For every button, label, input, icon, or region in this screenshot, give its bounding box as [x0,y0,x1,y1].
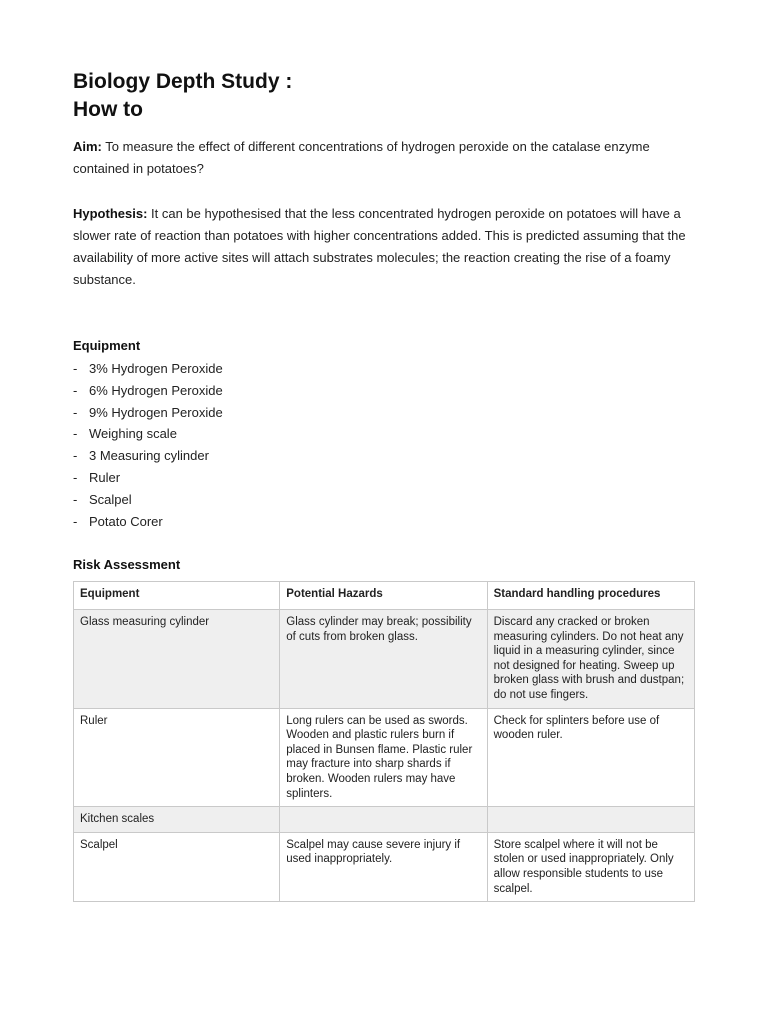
risk-assessment-heading: Risk Assessment [73,557,181,572]
equipment-item: 6% Hydrogen Peroxide [89,382,223,398]
equipment-item: Weighing scale [89,426,177,442]
column-header-hazards: Potential Hazards [280,582,487,610]
table-cell: Long rulers can be used as swords. Wooden and plastic rulers burn if placed in Bunsen flame. Plastic ruler may fracture into sharp shards if broken. Wooden rulers may have splinters. [280,708,487,807]
equipment-item: Scalpel [89,491,132,507]
table-row [74,807,695,833]
equipment-list [73,358,223,532]
table-cell [487,807,694,833]
table-cell: Discard any cracked or broken measuring cylinders. Do not heat any liquid in a measuring cylinder, since not designed for heating. Sweep up broken glass with brush and dustpan; do not use fingers. [487,610,694,709]
table-header-row [74,582,695,610]
equipment-item: 9% Hydrogen Peroxide [89,404,223,420]
table-cell: Kitchen scales [74,807,280,833]
list-item: - 6% Hydrogen Peroxide [73,382,223,398]
column-header-equipment: Equipment [74,582,280,610]
table-cell: Scalpel may cause severe injury if used inappropriately. [280,832,487,901]
title-line-2: How to [73,98,143,121]
equipment-item: Ruler [89,469,121,485]
hypothesis-text: It can be hypothesised that the less concentrated hydrogen peroxide on potatoes will have a slower rate of reaction than potatoes with higher concentrations added. This is predicted assuming that the availability of more active sites will attach substrates molecules; the reaction creating the rise of a foamy substance. [73,206,686,287]
list-item: - Weighing scale [73,426,177,442]
equipment-heading: Equipment [73,338,141,353]
table-cell [280,807,487,833]
hypothesis-label: Hypothesis: [73,206,148,221]
list-item: - Potato Corer [73,513,163,529]
list-item: - 3% Hydrogen Peroxide [73,361,223,376]
table-row [74,610,695,709]
table-cell: Glass cylinder may break; possibility of cuts from broken glass. [280,610,487,709]
list-item: - 9% Hydrogen Peroxide [73,404,223,420]
equipment-item: 3% Hydrogen Peroxide [89,361,223,376]
table-row [74,832,695,901]
title-line-1: Biology Depth Study : [73,70,293,93]
list-item: - Ruler [73,469,121,485]
list-item: - 3 Measuring cylinder [73,448,209,464]
table-cell: Store scalpel where it will not be stolen or used inappropriately. Only allow responsible students to use scalpel. [487,832,694,901]
table-row [74,708,695,807]
hypothesis-paragraph [73,203,698,291]
table-cell: Glass measuring cylinder [74,610,280,709]
table-cell: Check for splinters before use of wooden ruler. [487,708,694,807]
table-cell: Ruler [74,708,280,807]
equipment-item: 3 Measuring cylinder [89,448,209,464]
page-title [73,68,292,124]
table-cell: Scalpel [74,832,280,901]
aim-paragraph [73,136,698,180]
aim-label: Aim: [73,139,102,154]
list-item: - Scalpel [73,491,132,507]
aim-text: To measure the effect of different concentrations of hydrogen peroxide on the catalase enzyme contained in potatoes? [73,139,650,176]
equipment-item: Potato Corer [89,513,163,529]
column-header-procedures: Standard handling procedures [487,582,694,610]
risk-assessment-table [73,581,695,902]
